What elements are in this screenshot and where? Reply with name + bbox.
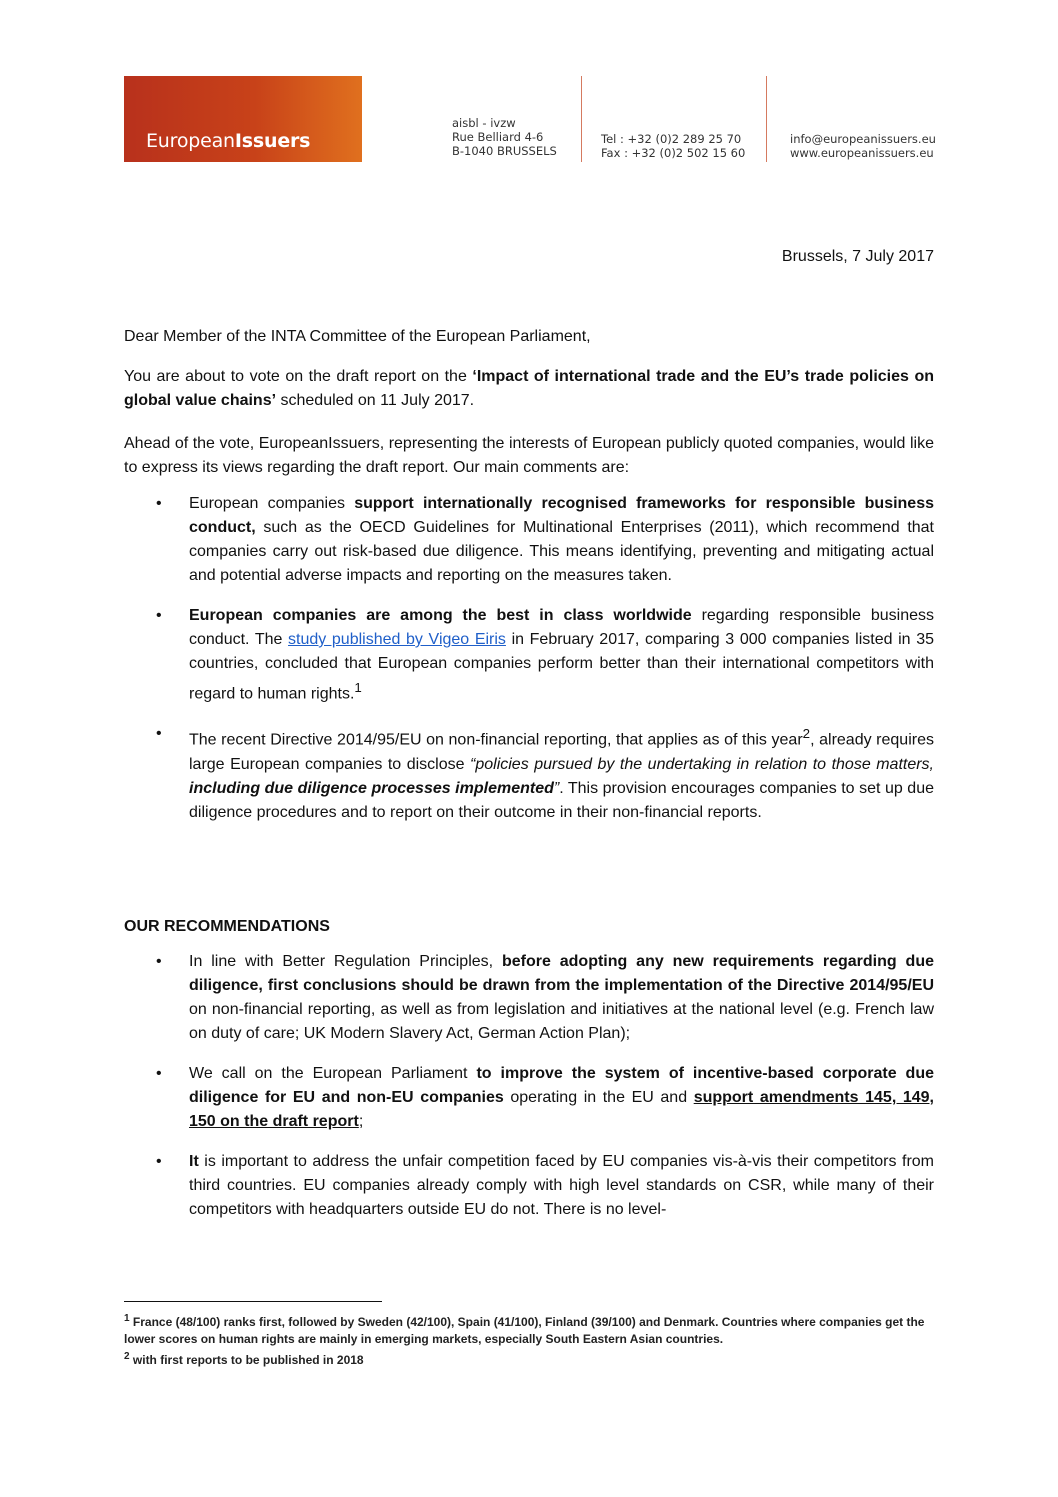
bullet-icon: • xyxy=(156,607,162,624)
footnote-2: $^2$ with first reports to be published in 2018 xyxy=(124,1351,364,1367)
recommendations-heading: OUR RECOMMENDATIONS xyxy=(124,918,330,935)
contact-block xyxy=(790,132,936,160)
logo-wordmark: EuropeanIssuers xyxy=(146,130,311,152)
bullet-icon: • xyxy=(156,725,162,743)
context-paragraph: Ahead of the vote, EuropeanIssuers, representing the interests of European publicly quoted companies, would like to express its views regarding the draft report. Our main comments are: xyxy=(124,435,934,476)
greeting: Dear Member of the INTA Committee of the European Parliament, xyxy=(124,328,591,345)
header-divider xyxy=(581,76,582,162)
list-item: • It is important to address the unfair competition faced by EU companies vis-à-vis their competitors from third countries. EU companies already comply with high level standards on CSR, while many of their competitors with headquarters outside EU do not. There is no level- xyxy=(124,1150,934,1222)
letter-date: Brussels, 7 July 2017 xyxy=(781,248,934,265)
recommendations-list xyxy=(124,950,934,1238)
list-item: • The recent Directive 2014/95/EU on non-financial reporting, that applies as of this year$^2$, already requires large European companies to disclose “policies pursued by the undertaking in relation to those matters, including due diligence processes implemented”. This provision encourages companies to set up due diligence procedures and to report on their outcome in their non-financial reports. xyxy=(124,722,934,824)
phone-block xyxy=(601,132,745,160)
fax-line: Fax : +32 (0)2 502 15 60 xyxy=(601,146,746,160)
list-item: • We call on the European Parliament to improve the system of incentive-based corporate due diligence for EU and non-EU companies operating in the EU and support amendments 145, 149, 150 on the draft report; xyxy=(124,1062,934,1134)
header-divider xyxy=(766,76,767,162)
bullet-icon: • xyxy=(156,495,162,512)
european-issuers-logo xyxy=(124,76,362,162)
footnote-ref-1: 1 xyxy=(354,680,362,695)
bullet-icon: • xyxy=(156,1153,162,1170)
main-comments-list xyxy=(124,492,934,841)
phone-line: Tel : +32 (0)2 289 25 70 xyxy=(601,132,742,146)
footnote-1: $^1$ France (48/100) ranks first, followed by Sweden (42/100), Spain (41/100), Finland (39/100) and Denmark. Countries where companies get the lower scores on human rights are mainly in emerging markets, especially South Eastern Asian countries. xyxy=(124,1313,925,1346)
address-line: Rue Belliard 4-6 xyxy=(452,130,544,144)
email-address[interactable]: info@europeanissuers.eu xyxy=(790,132,936,146)
list-item: • In line with Better Regulation Principles, before adopting any new requirements regarding due diligence, first conclusions should be drawn from the implementation of the Directive 2014/95/EU on non-financial reporting, as well as from legislation and initiatives at the national level (e.g. French law on duty of care; UK Modern Slavery Act, German Action Plan); xyxy=(124,950,934,1046)
list-item: • European companies support internationally recognised frameworks for responsible business conduct, such as the OECD Guidelines for Multinational Enterprises (2011), which recommend that companies carry out risk-based due diligence. This means identifying, preventing and mitigating actual and potential adverse impacts and reporting on the measures taken. xyxy=(124,492,934,588)
intro-paragraph: You are about to vote on the draft report on the ‘Impact of international trade and the EU’s trade policies on global value chains’ scheduled on 11 July 2017. xyxy=(124,368,934,409)
list-item: • European companies are among the best in class worldwide regarding responsible business conduct. The study published by Vigeo Eiris in February 2017, comparing 3 000 companies listed in 35 countries, concluded that European companies perform better than their international competitors with regard to human rights.$^1$ xyxy=(124,604,934,706)
footnotes xyxy=(124,1310,954,1369)
footnote-separator xyxy=(124,1301,382,1302)
bullet-icon: • xyxy=(156,953,162,970)
bullet-icon: • xyxy=(156,1065,162,1082)
address-block xyxy=(452,116,557,158)
address-line: B-1040 BRUSSELS xyxy=(452,144,557,158)
website-url[interactable]: www.europeanissuers.eu xyxy=(790,146,934,160)
address-line: aisbl - ivzw xyxy=(452,116,516,130)
footnote-ref-2: 2 xyxy=(802,726,811,742)
vigeo-eiris-study-link[interactable]: study published by Vigeo Eiris xyxy=(288,631,506,648)
